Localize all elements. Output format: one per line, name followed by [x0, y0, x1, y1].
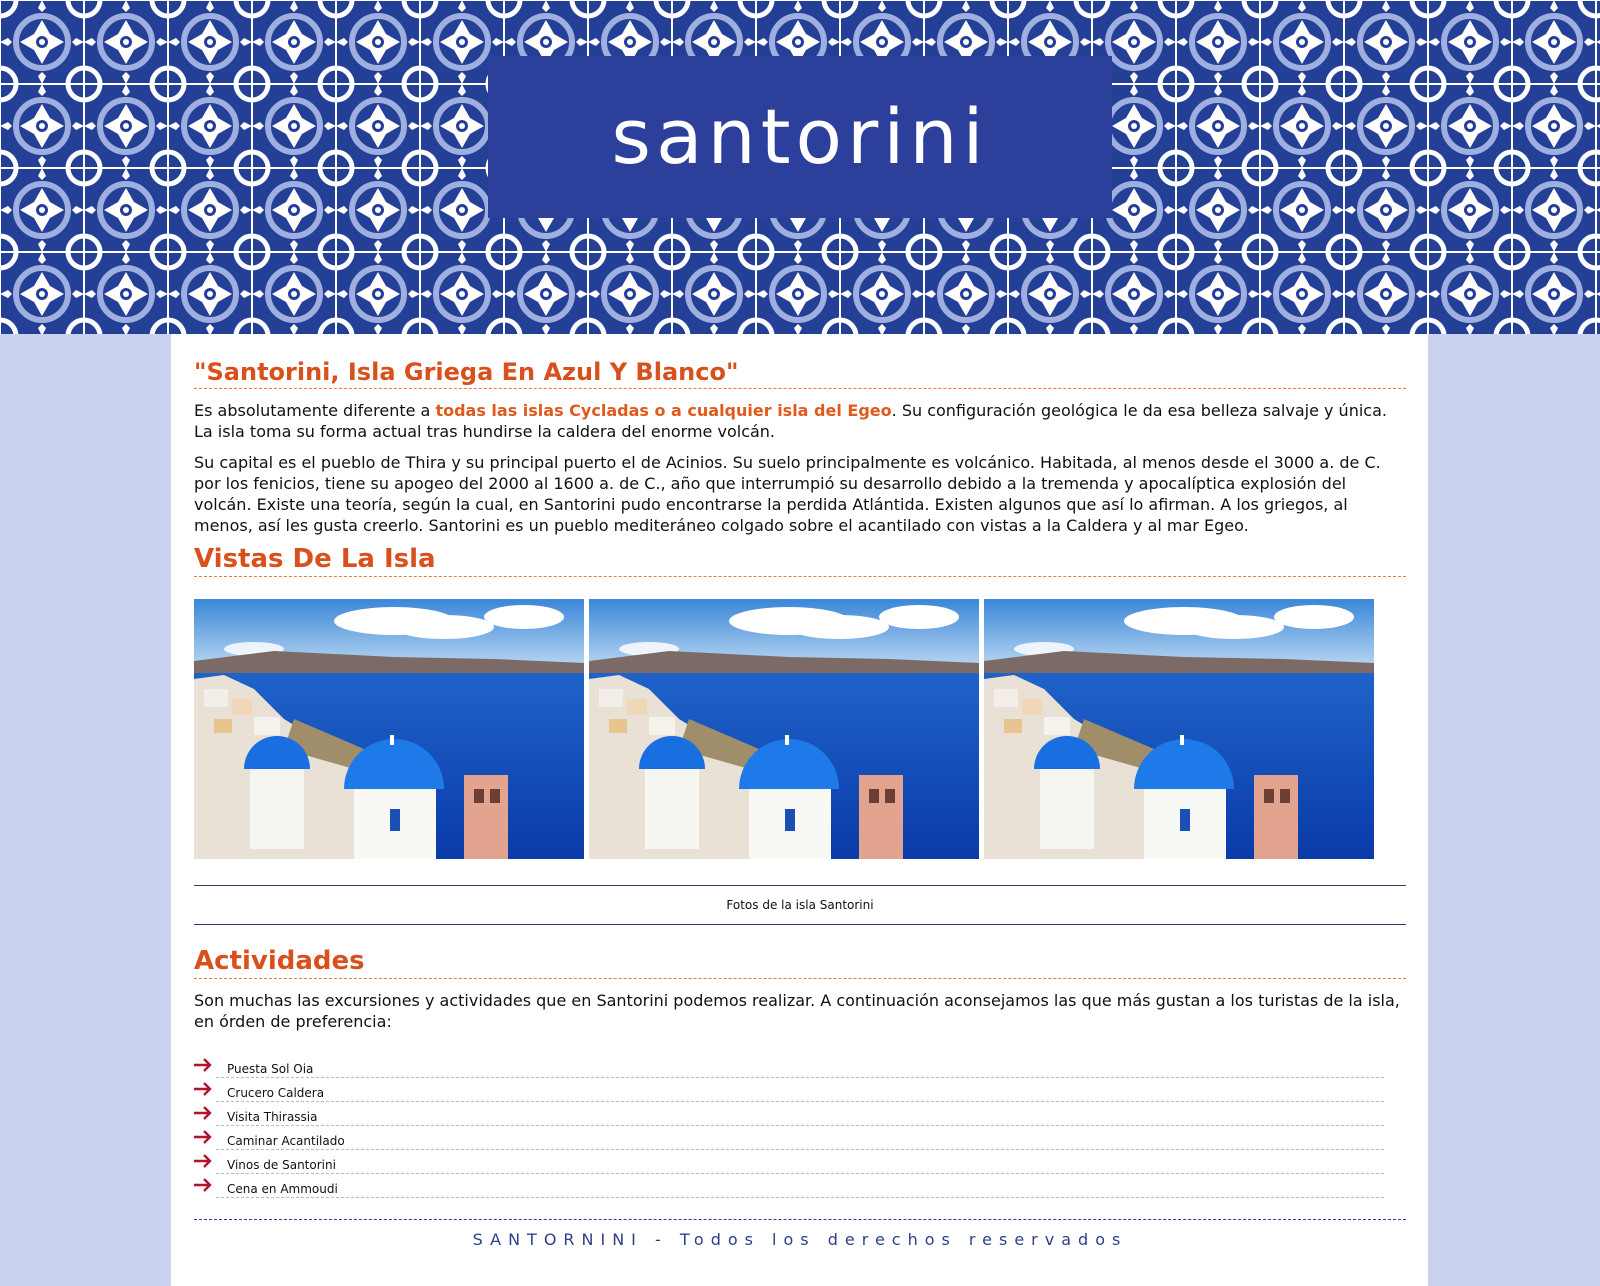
activity-item[interactable]: [194, 1174, 1384, 1198]
intro-text-after: . Su configuración geológica le da esa belleza salvaje y única. La isla toma su forma actual tras hundirse la caldera del enorme volcán.: [194, 401, 1387, 441]
arrow-right-icon: [194, 1130, 212, 1144]
site-title-box: [488, 56, 1112, 218]
arrow-right-icon: [194, 1058, 212, 1072]
santorini-photo-3: [984, 599, 1374, 859]
arrow-right-icon: [194, 1082, 212, 1096]
header-banner: [0, 0, 1600, 334]
activity-item[interactable]: [194, 1054, 1384, 1078]
site-title: santorini: [611, 92, 989, 181]
main-content-panel: [171, 334, 1428, 1286]
intro-paragraph-2: Su capital es el pueblo de Thira y su principal puerto el de Acinios. Su suelo principalmente es volcánico. Habitada, al menos desde el 3000 a. de C. por los fenicios, tiene su apogeo del 2000 al 1600 a. de C., año que interrumpió su desarrollo debido a la tremenda y apocalíptica explosión del volcán. Existe una teoría, según la cual, en Santorini pudo encontrarse la perdida Atlántida. Existen algunos que así lo afirman. A los griegos, al menos, así les gusta creerlo. Santorini es un pueblo mediteráneo colgado sobre el acantilado con vistas a la Caldera y al mar Egeo.: [194, 453, 1381, 535]
gallery-photo-2[interactable]: [589, 599, 979, 859]
activities-intro: Son muchas las excursiones y actividades que en Santorini podemos realizar. A continuación aconsejamos las que más gustan a los turistas de la isla, en órden de preferencia:: [194, 991, 1400, 1031]
activities-list: [194, 1054, 1384, 1198]
gallery-caption: Fotos de la isla Santorini: [194, 885, 1406, 925]
intro-paragraph-1: [194, 400, 1406, 442]
santorini-photo-1: [194, 599, 584, 859]
intro-text-before: Es absolutamente diferente a: [194, 401, 436, 420]
activity-label: Puesta Sol Oia: [216, 1054, 1384, 1078]
activity-item[interactable]: [194, 1150, 1384, 1174]
activity-label: Caminar Acantilado: [216, 1126, 1384, 1150]
gallery-photo-1[interactable]: [194, 599, 584, 859]
photo-gallery: [194, 599, 1406, 859]
activity-label: Cena en Ammoudi: [216, 1174, 1384, 1198]
activity-label: Visita Thirassia: [216, 1102, 1384, 1126]
activity-item[interactable]: [194, 1102, 1384, 1126]
gallery-heading: Vistas De La Isla: [194, 544, 1406, 577]
activity-item[interactable]: [194, 1078, 1384, 1102]
activity-item[interactable]: [194, 1126, 1384, 1150]
gallery-photo-3[interactable]: [984, 599, 1374, 859]
arrow-right-icon: [194, 1106, 212, 1120]
arrow-right-icon: [194, 1154, 212, 1168]
footer: SANTORNINI - Todos los derechos reservados: [194, 1219, 1406, 1260]
activity-label: Crucero Caldera: [216, 1078, 1384, 1102]
cycladas-link[interactable]: todas las islas Cycladas o a cualquier isla del Egeo: [435, 401, 892, 420]
intro-heading: "Santorini, Isla Griega En Azul Y Blanco": [194, 358, 1406, 389]
activities-heading: Actividades: [194, 946, 1406, 979]
activity-label: Vinos de Santorini: [216, 1150, 1384, 1174]
arrow-right-icon: [194, 1178, 212, 1192]
santorini-photo-2: [589, 599, 979, 859]
